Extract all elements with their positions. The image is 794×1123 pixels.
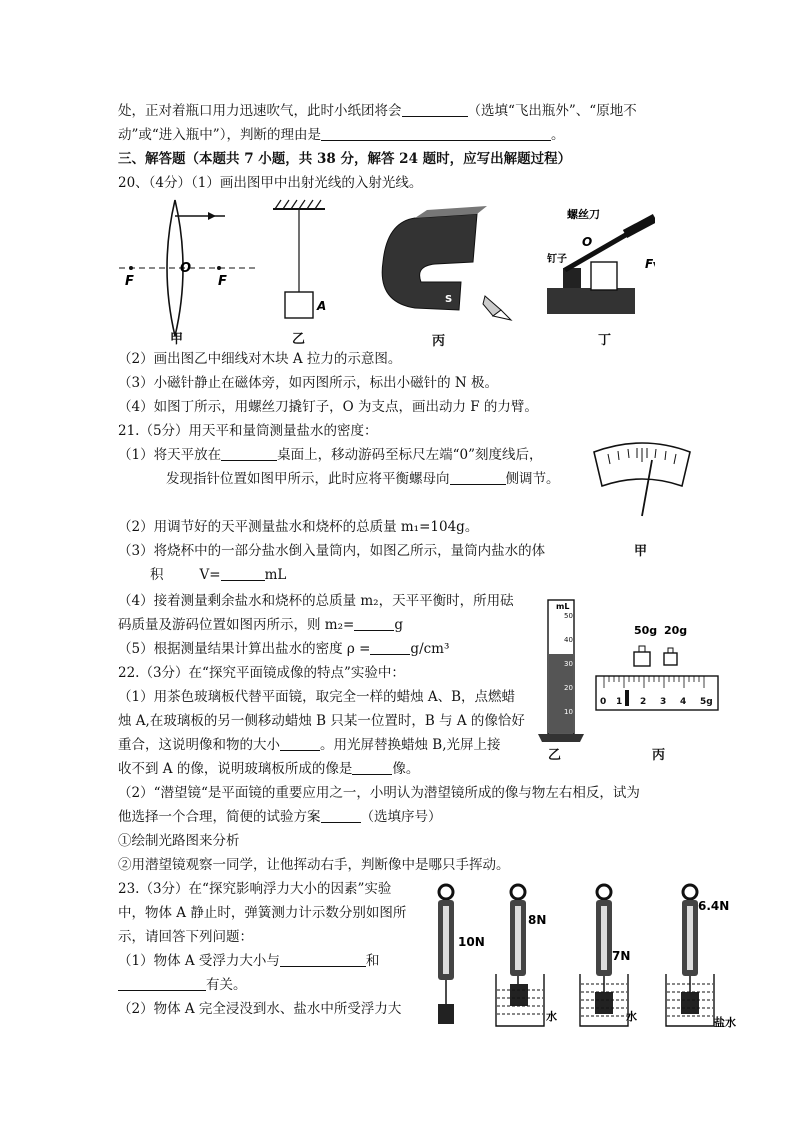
balance-dial-figure [590,438,694,518]
question-22-1: （1）用茶色玻璃板代替平面镜，取完全一样的蜡烛 A、B，点燃蜡 [118,689,516,705]
question-22: 22.（3分）在“探究平面镜成像的特点”实验中： [118,665,405,681]
block-figure [273,200,326,318]
reading-1: 10N [458,935,485,949]
force-label: F [645,257,654,271]
answer-blank[interactable] [354,616,394,631]
question-21-4: （4）接着测量剩余盐水和烧杯的总质量 m₂，天平平衡时，所用砝 [118,593,514,609]
magnet-figure [382,206,511,320]
liquid-label-2: 水 [626,1010,637,1023]
svg-text:1: 1 [616,697,623,707]
question-23-2: （2）物体 A 完全浸没到水、盐水中所受浮力大 [118,1001,402,1017]
option-2: ②用潜望镜观察一同学，让他挥动右手，判断像中是哪只手挥动。 [118,857,510,873]
answer-blank[interactable] [221,446,277,461]
caption-cylinder: 乙 [548,748,562,763]
section-3-heading: 三、解答题（本题共 7 小题，共 38 分，解答 24 题时，应写出解题过程） [118,151,572,167]
base-block [547,288,635,314]
liquid-label-3: 盐水 [714,1016,736,1029]
question-21-3: （3）将烧杯中的一部分盐水倒入量筒内，如图乙所示，量筒内盐水的体 [118,543,546,559]
optical-center-label: O [180,261,192,276]
question-22-2-b: 他选择一个合理，简便的试验方案 （选填序号） [118,809,442,825]
support-box [591,262,617,290]
arrow-head-icon [208,212,216,220]
question-22-1-d: 收不到 A 的像，说明玻璃板所成的像是 像。 [118,761,420,777]
spring-scale-1 [438,885,454,1024]
cylinder-base [538,734,584,742]
question-21-2: （2）用调节好的天平测量盐水和烧杯的总质量 m₁=104g。 [118,519,479,535]
rider [625,690,629,706]
caption-jia: 甲 [170,332,184,347]
svg-text:20: 20 [564,684,573,692]
caption-weights: 丙 [652,748,666,763]
force-arrow-icon [653,262,655,272]
svg-text:10: 10 [564,708,573,716]
weights-figure [592,620,722,720]
weight-20g [664,648,677,665]
focus-right-label: F [218,274,227,289]
answer-blank[interactable] [370,640,410,655]
line-1: 处，正对着瓶口用力迅速吹气，此时小纸团将会 （选填“飞出瓶外”、“原地不 [118,103,637,119]
magnet-pole-label: S [445,294,453,305]
ceiling-hatch [275,200,321,209]
question-23-c: 示，请回答下列问题： [118,929,253,945]
cylinder-unit: mL [556,602,570,611]
block-label: A [317,299,327,313]
answer-blank[interactable] [280,952,366,967]
svg-text:5g: 5g [700,697,713,707]
svg-text:2: 2 [640,697,647,707]
liquid-label-1: 水 [546,1010,557,1023]
question-21-3-cont: 积 V= mL [150,567,287,583]
question-23-1-b: 有关。 [118,976,247,994]
spring-scale-2 [496,885,547,1026]
answer-blank[interactable] [402,102,468,117]
question-23: 23.（3分）在“探究影响浮力大小的因素”实验 [118,881,392,897]
weight-20g-label: 20g [664,624,688,637]
buoyancy-figure [428,880,758,1030]
svg-text:40: 40 [564,636,573,644]
reading-4: 6.4N [698,899,730,913]
nail-label: 钉子 [547,254,567,265]
svg-text:3: 3 [660,697,667,707]
svg-text:0: 0 [600,697,607,707]
question-21-1: （1）将天平放在 桌面上，移动游码至标尺左端“0”刻度线后， [118,447,543,463]
svg-text:30: 30 [564,660,573,668]
caption-dial: 甲 [634,544,648,559]
answer-blank[interactable] [321,126,551,141]
reading-3: 7N [612,949,631,963]
screwdriver-label: 螺丝刀 [567,208,600,221]
question-22-1-b: 烛 A,在玻璃板的另一侧移动蜡烛 B 只某一位置时，B 与 A 的像恰好 [118,713,525,729]
answer-blank[interactable] [118,976,206,991]
answer-blank[interactable] [280,736,320,751]
screwdriver-handle [625,218,655,234]
horseshoe-magnet [382,214,477,310]
focus-left-label: F [125,274,134,289]
lens-figure [119,200,255,336]
answer-blank[interactable] [221,566,265,581]
question-20: 20、（4分）（1）画出图甲中出射光线的入射光线。 [118,175,423,191]
wood-block [285,292,313,318]
question-23-b: 中，物体 A 静止时，弹簧测力计示数分别如图所 [118,905,407,921]
focus-point [217,266,221,270]
focus-point [129,266,133,270]
question-20-4: （4）如图丁所示，用螺丝刀撬钉子，O 为支点，画出动力 F 的力臂。 [118,399,538,415]
svg-text:4: 4 [680,697,687,707]
lever-figure [547,207,655,314]
weight-50g-label: 50g [634,624,658,637]
caption-bing: 丙 [432,334,446,349]
question-21-4-cont: 码质量及游码位置如图丙所示，则 m₂= g [118,617,403,633]
line-2: 动”或“进入瓶中”），判断的理由是 。 [118,127,565,143]
figure-row-1 [115,192,655,352]
reading-2: 8N [528,913,547,927]
answer-blank[interactable] [450,470,506,485]
cylinder-figure [536,592,586,752]
fulcrum-label: O [582,235,593,249]
question-23-1: （1）物体 A 受浮力大小与 和 [118,953,380,969]
caption-ding: 丁 [598,333,612,348]
question-21-5: （5）根据测量结果计算出盐水的密度 ρ = g/cm³ [118,641,450,657]
question-20-2: （2）画出图乙中细线对木块 A 拉力的示意图。 [118,351,402,367]
question-22-2: （2）“潜望镜“是平面镜的重要应用之一，小明认为潜望镜所成的像与物左右相反，试为 [118,785,640,801]
svg-text:50: 50 [564,612,573,620]
question-21-1-cont: 发现指针位置如图甲所示，此时应将平衡螺母向 侧调节。 [166,471,560,487]
answer-blank[interactable] [352,760,392,775]
caption-yi: 乙 [292,332,306,347]
option-1: ①绘制光路图来分析 [118,833,240,849]
answer-blank[interactable] [321,808,361,823]
question-22-1-c: 重合，这说明像和物的大小 。用光屏替换蜡烛 B,光屏上接 [118,737,501,753]
question-20-3: （3）小磁针静止在磁体旁，如丙图所示，标出小磁针的 N 极。 [118,375,498,391]
question-21: 21.（5分）用天平和量筒测量盐水的密度： [118,423,378,439]
weight-50g [634,646,650,666]
